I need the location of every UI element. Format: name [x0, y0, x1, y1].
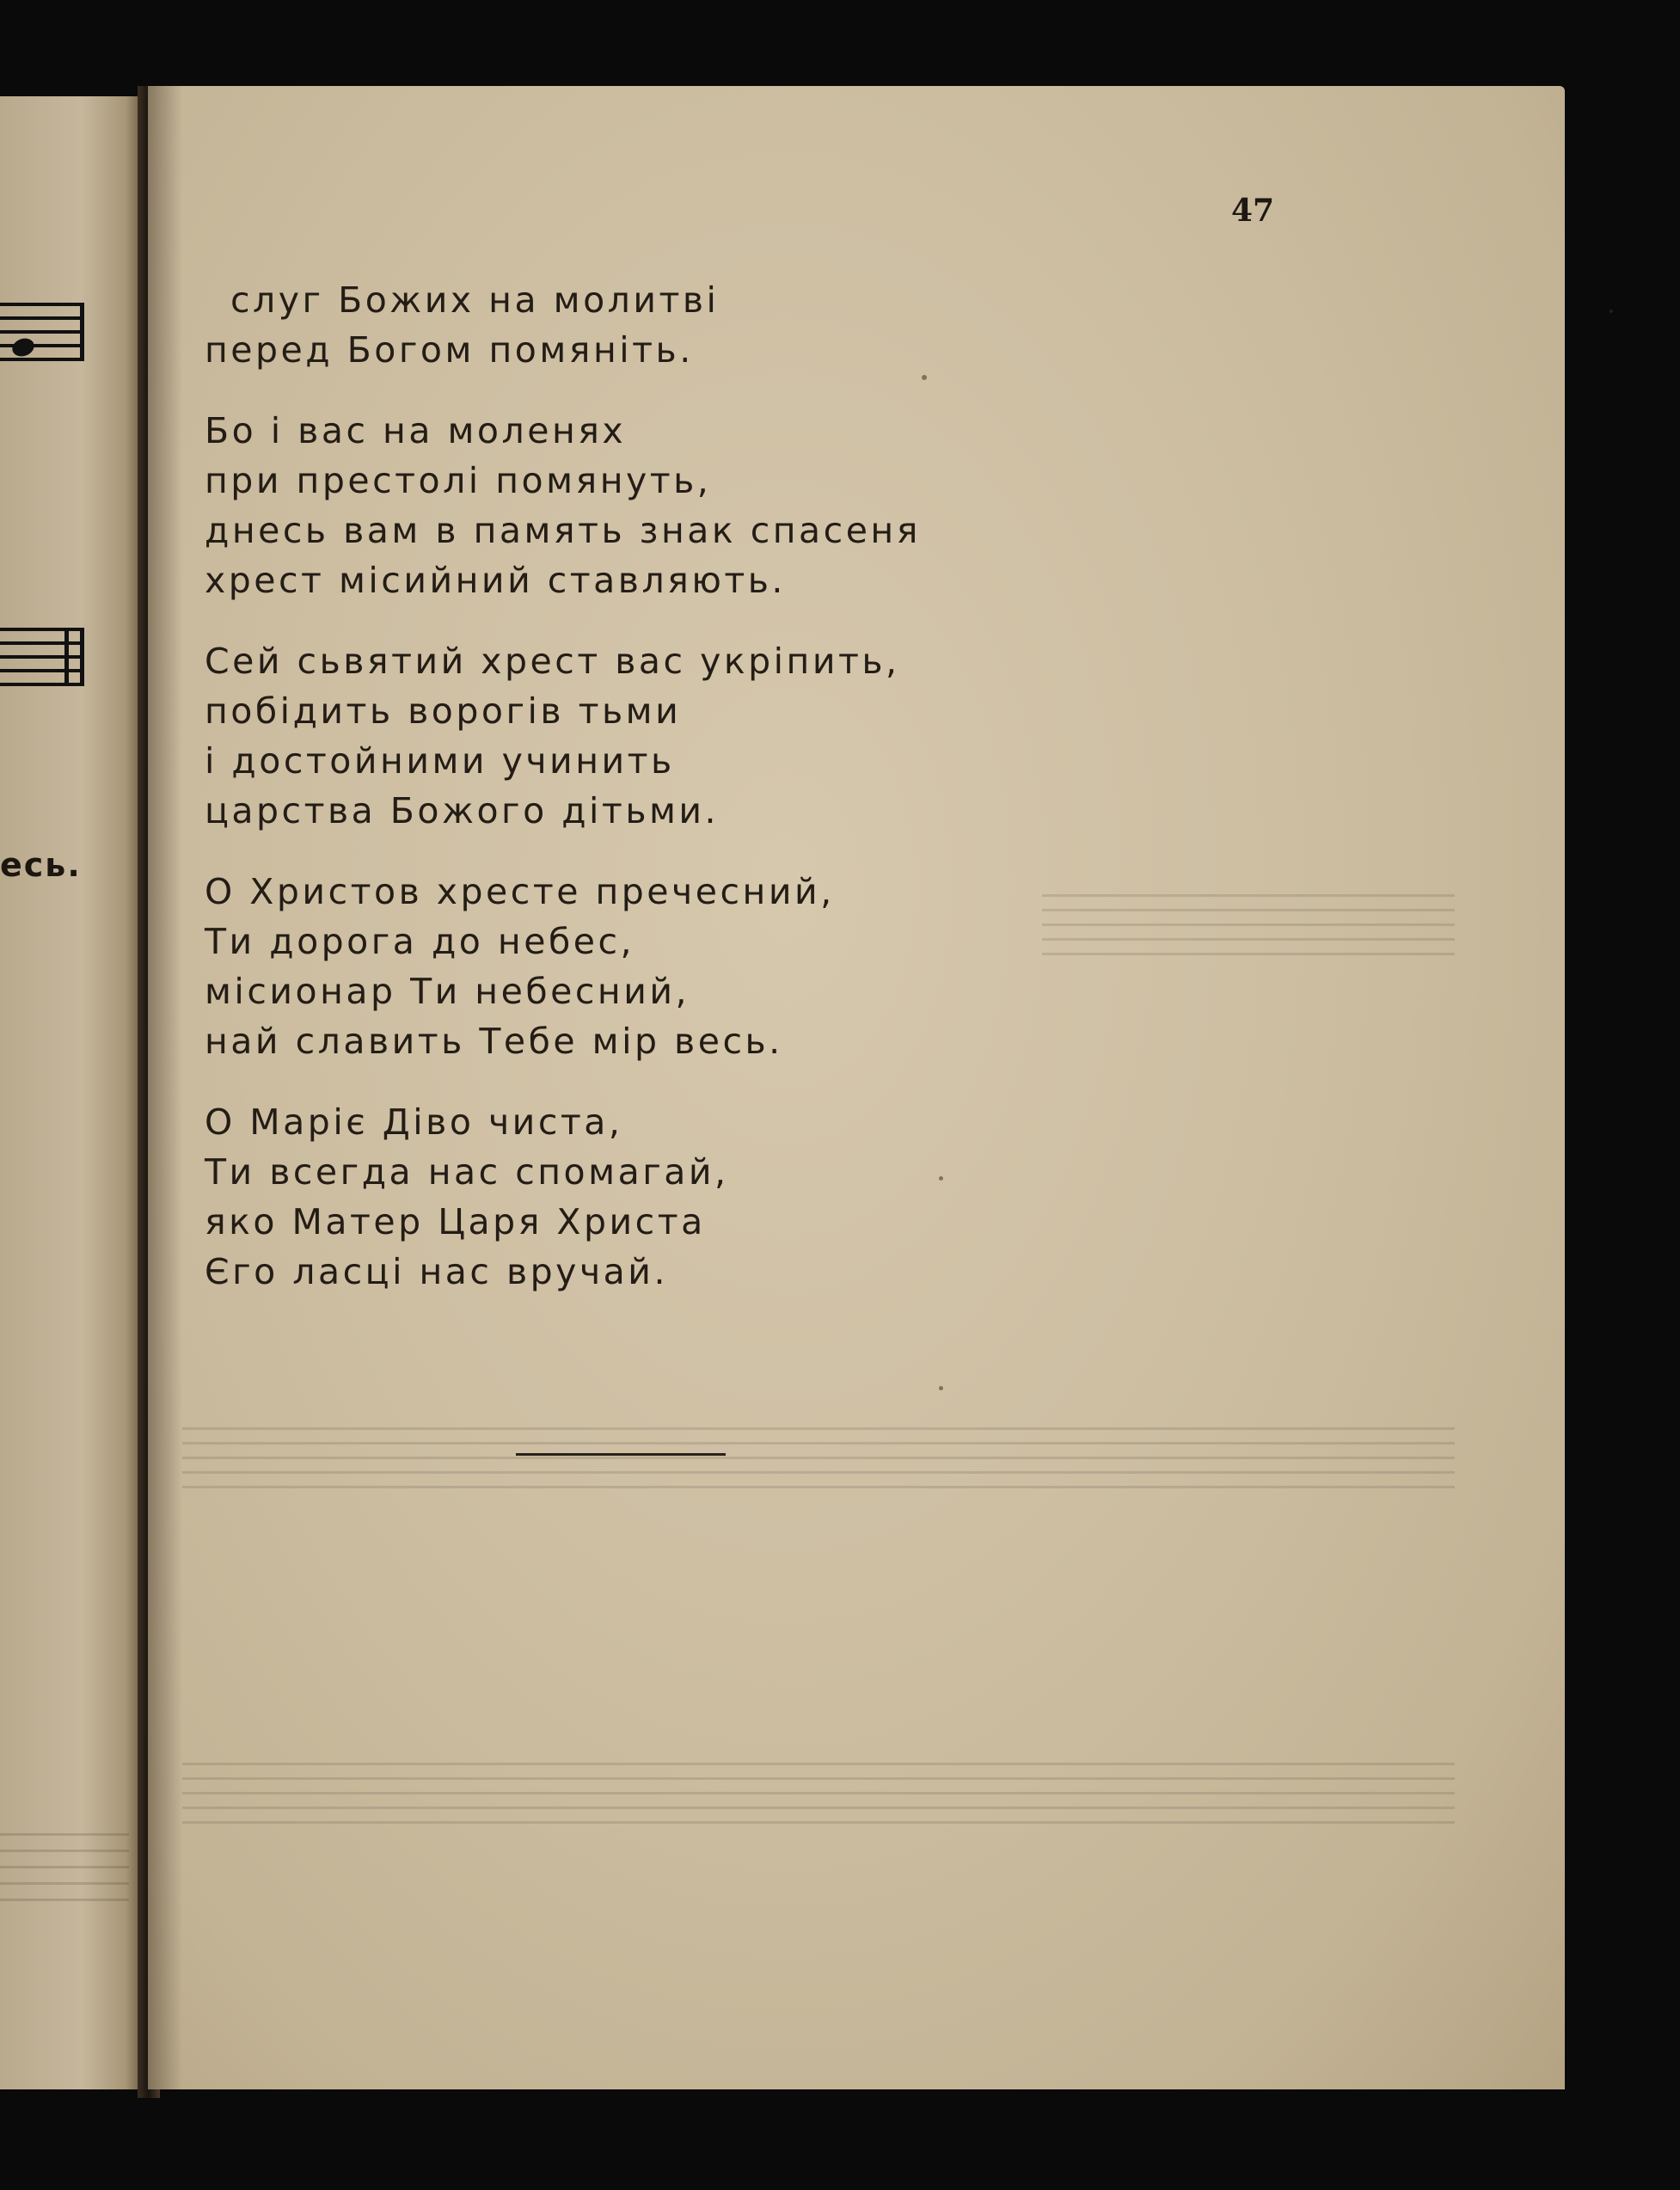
paper-speck [939, 1176, 943, 1181]
paper-speck [922, 375, 927, 380]
bleed-through-staff [182, 1427, 1455, 1500]
poem-line: днесь вам в память знак спасеня [205, 510, 921, 551]
end-divider-rule [516, 1453, 726, 1456]
bleed-through-staff [182, 1763, 1455, 1836]
poem-line: Сей сьвятий хрест вас укріпить, [205, 641, 900, 682]
poem-line: Бо і вас на моленях [205, 410, 627, 451]
paper-speck [1609, 310, 1613, 313]
poem-line: Ти дорога до небес, [205, 921, 635, 962]
stanza [205, 867, 1150, 1066]
poem-line: перед Богом помяніть. [205, 329, 694, 371]
previous-page [0, 96, 148, 2089]
music-staff-fragment [0, 303, 84, 371]
stanza [205, 636, 1150, 836]
gutter-shadow [148, 86, 182, 2089]
poem-line: яко Матер Царя Христа [205, 1201, 706, 1242]
poem-line: побідить ворогів тьми [205, 690, 682, 732]
poem-line: місионар Ти небесний, [205, 971, 690, 1012]
page-number: 47 [1231, 193, 1275, 229]
music-note-icon [9, 335, 36, 359]
poem-line: Ти всегда нас спомагай, [205, 1151, 729, 1193]
poem-line: і достойними учинить [205, 740, 675, 782]
poem-line: О Маріє Діво чиста, [205, 1101, 623, 1143]
poem-text [205, 275, 1150, 1328]
poem-line: при престолі помянуть, [205, 460, 712, 501]
paper-speck [939, 1386, 943, 1390]
music-staff-fragment [0, 628, 84, 696]
stanza [205, 406, 1150, 605]
page-47 [148, 86, 1565, 2089]
stanza [205, 1097, 1150, 1297]
poem-line: О Христов хресте пречесний, [205, 871, 835, 912]
poem-line: най славить Тебе мір весь. [205, 1021, 783, 1062]
poem-line: хрест місийний ставляють. [205, 560, 786, 601]
bleed-through-staff [0, 1833, 129, 1936]
stanza [205, 275, 1150, 375]
poem-line: Єго ласці нас вручай. [205, 1251, 668, 1292]
poem-line: слуг Божих на молитві [230, 279, 720, 321]
previous-page-text-fragment: есь. [0, 846, 82, 884]
poem-line: царства Божого дітьми. [205, 790, 720, 831]
